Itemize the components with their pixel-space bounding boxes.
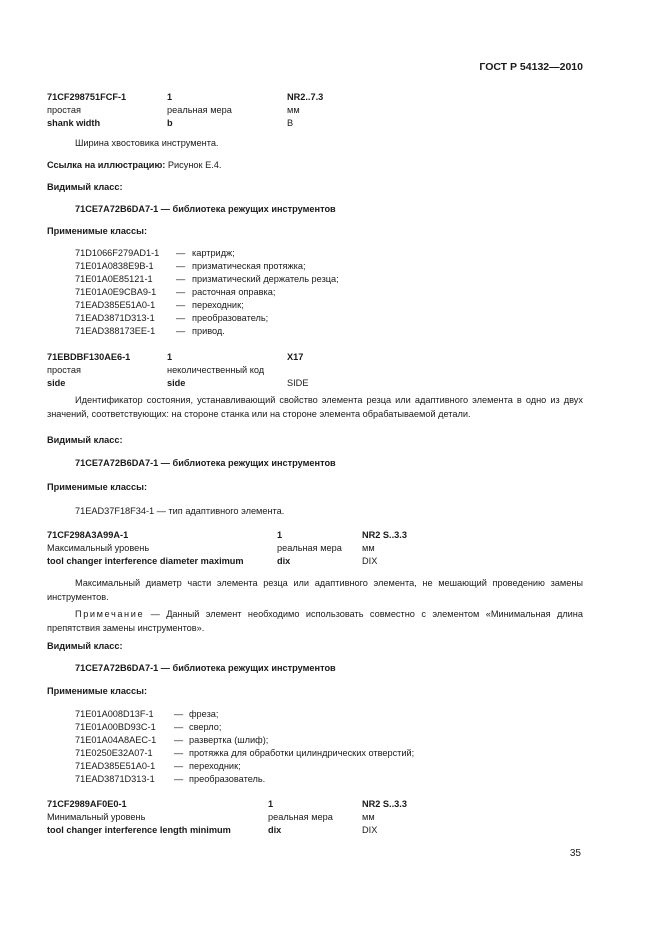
entry-format: NR2 S..3.3 — [362, 530, 407, 540]
entry-datatype: неколичественный код — [167, 365, 265, 375]
list-item-dash: — — [176, 326, 186, 336]
list-item: 71EAD385E51A0-1 — [75, 761, 156, 771]
entry-unit: мм — [287, 105, 300, 115]
entry-id: 71CF298A3A99A-1 — [47, 530, 129, 540]
entry-description: Идентификатор состояния, устанавливающий свойство элемента резца или адаптивного элемента в одно из двух значений, соответствующих: на стороне станка или на стороне элемента обрабатываемой детали. — [47, 395, 583, 419]
entry-unit: мм — [362, 812, 375, 822]
entry-symbol: dix — [268, 825, 282, 835]
list-item-dash: — — [174, 748, 184, 758]
entry-name: tool changer interference length minimum — [47, 825, 231, 835]
list-item: 71E01A0838E9B-1 — [75, 261, 154, 271]
page-number: 35 — [569, 848, 581, 859]
entry-symbol: side — [167, 378, 186, 388]
entry-unit: мм — [362, 543, 375, 553]
entry-symbol: b — [167, 118, 173, 128]
entry-name: tool changer interference diameter maximum — [47, 556, 244, 566]
entry-level: 1 — [167, 92, 173, 102]
list-item-text: фреза; — [189, 709, 219, 719]
entry-level: 1 — [167, 352, 173, 362]
list-item-dash: — — [174, 774, 184, 784]
visible-class-label: Видимый класс: — [47, 641, 123, 651]
list-item-dash: — — [176, 287, 186, 297]
standard-header: ГОСТ Р 54132—2010 — [479, 61, 583, 73]
list-item: 71D1066F279AD1-1 — [75, 248, 160, 258]
list-item-dash: — — [174, 709, 184, 719]
entry-format: NR2..7.3 — [287, 92, 324, 102]
visible-class-label: Видимый класс: — [47, 435, 123, 445]
list-item-text: призматическая протяжка; — [192, 261, 306, 271]
list-item: 71EAD3871D313-1 — [75, 313, 155, 323]
entry-datatype: реальная мера — [167, 105, 232, 115]
applicable-class-value: 71EAD37F18F34-1 — тип адаптивного элемента. — [75, 506, 285, 516]
list-item-text: переходник; — [189, 761, 241, 771]
list-item-text: преобразователь; — [192, 313, 269, 323]
applicable-classes-label: Применимые классы: — [47, 226, 148, 236]
list-item-dash: — — [176, 313, 186, 323]
entry-type: Максимальный уровень — [47, 543, 150, 553]
entry-name: side — [47, 378, 66, 388]
list-item-text: привод. — [192, 326, 225, 336]
entry-note — [47, 608, 583, 635]
list-item: 71EAD3871D313-1 — [75, 774, 155, 784]
entry-type: Минимальный уровень — [47, 812, 146, 822]
list-item: 71E01A00BD93C-1 — [75, 722, 156, 732]
list-item: 71E01A04A8AEC-1 — [75, 735, 157, 745]
list-item-dash: — — [174, 722, 184, 732]
applicable-classes-label: Применимые классы: — [47, 482, 148, 492]
entry-description: Максимальный диаметр части элемента резца или адаптивного элемента, не мешающий проведению замены инструментов. — [47, 578, 583, 602]
list-item: 71EAD385E51A0-1 — [75, 300, 156, 310]
reference-label: Ссылка на иллюстрацию: — [47, 160, 166, 170]
list-item: 71E01A0E9CBA9-1 — [75, 287, 157, 297]
list-item-dash: — — [176, 261, 186, 271]
list-item-dash: — — [174, 735, 184, 745]
visible-class-value: 71CE7A72B6DA7-1 — библиотека режущих инструментов — [75, 458, 336, 468]
entry-description: Ширина хвостовика инструмента. — [75, 138, 219, 148]
list-item-text: картридж; — [192, 248, 235, 258]
entry-code: DIX — [362, 825, 378, 835]
entry-type: простая — [47, 105, 81, 115]
list-item-text: развертка (шлиф); — [189, 735, 269, 745]
entry-level: 1 — [268, 799, 274, 809]
list-item-text: преобразователь. — [189, 774, 266, 784]
entry-code: DIX — [362, 556, 378, 566]
entry-name: shank width — [47, 118, 101, 128]
visible-class-value: 71CE7A72B6DA7-1 — библиотека режущих инструментов — [75, 204, 336, 214]
list-item-text: сверло; — [189, 722, 222, 732]
entry-format: NR2 S..3.3 — [362, 799, 407, 809]
entry-datatype: реальная мера — [277, 543, 342, 553]
entry-code: B — [287, 118, 294, 128]
entry-id: 71EBDBF130AE6-1 — [47, 352, 131, 362]
entry-id: 71CF2989AF0E0-1 — [47, 799, 127, 809]
note-label: Примечание — [75, 609, 145, 619]
list-item: 71E0250E32A07-1 — [75, 748, 153, 758]
list-item-text: протяжка для обработки цилиндрических отверстий; — [189, 748, 415, 758]
list-item-text: расточная оправка; — [192, 287, 276, 297]
note-text: — Данный элемент необходимо использовать совместно с элементом «Минимальная длина препятствия замены инструментов». — [47, 609, 583, 633]
reference-value: Рисунок Е.4. — [165, 160, 222, 170]
entry-code: SIDE — [287, 378, 309, 388]
entry-type: простая — [47, 365, 81, 375]
visible-class-label: Видимый класс: — [47, 182, 123, 192]
list-item-text: призматический держатель резца; — [192, 274, 339, 284]
list-item-dash: — — [176, 248, 186, 258]
illustration-reference — [47, 161, 221, 170]
entry-symbol: dix — [277, 556, 291, 566]
list-item-dash: — — [176, 274, 186, 284]
entry-format: X17 — [287, 352, 304, 362]
list-item-text: переходник; — [192, 300, 244, 310]
list-item-dash: — — [174, 761, 184, 771]
entry-level: 1 — [277, 530, 283, 540]
entry-datatype: реальная мера — [268, 812, 333, 822]
list-item: 71E01A008D13F-1 — [75, 709, 154, 719]
list-item: 71EAD388173EE-1 — [75, 326, 156, 336]
entry-id: 71CF298751FCF-1 — [47, 92, 127, 102]
list-item-dash: — — [176, 300, 186, 310]
list-item: 71E01A0E85121-1 — [75, 274, 153, 284]
applicable-classes-label: Применимые классы: — [47, 686, 148, 696]
visible-class-value: 71CE7A72B6DA7-1 — библиотека режущих инструментов — [75, 663, 336, 673]
